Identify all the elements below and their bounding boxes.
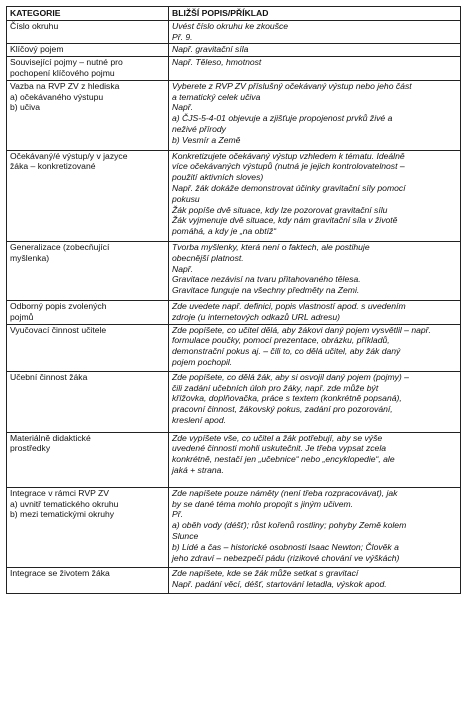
description-text: Např. Těleso, hmotnost: [172, 57, 262, 68]
table-row: [7, 80, 461, 150]
category-text: b) mezi tematickými okruhy: [10, 509, 115, 520]
description-cell: [169, 44, 461, 57]
header-category: KATEGORIE: [7, 7, 169, 21]
description-text: by se dané téma mohlo propojit s jiným učivem.: [172, 498, 354, 509]
description-text: jaká + strana.: [172, 465, 224, 476]
category-cell: [7, 432, 169, 487]
category-cell: [7, 300, 169, 324]
description-text: Žák vyjmenuje dvě situace, kdy nám gravitační síla v životě: [172, 215, 398, 226]
description-cell: [169, 324, 461, 371]
category-text: Integrace se životem žáka: [10, 568, 110, 579]
description-text: neživé přírody: [172, 123, 226, 134]
description-text: Uvést číslo okruhu ke zkoušce: [172, 20, 289, 31]
header-row: [7, 7, 461, 21]
category-cell: [7, 20, 169, 44]
header-description: BLIŽŠÍ POPIS/PŘÍKLAD: [169, 7, 461, 21]
table-row: [7, 44, 461, 57]
category-text: Klíčový pojem: [10, 44, 64, 55]
description-text: Zde popíšete, co učitel dělá, aby žákovi daný pojem vysvětlil – např.: [172, 324, 431, 335]
table-row: [7, 241, 461, 300]
description-text: pojem pochopil.: [172, 356, 233, 367]
description-text: Zde napíšete pouze náměty (není třeba rozpracovávat), jak: [172, 487, 398, 498]
description-cell: [169, 432, 461, 487]
description-text: použití aktivních sloves): [172, 172, 264, 183]
description-cell: [169, 241, 461, 300]
description-text: a) oběh vody (déšť); růst kořenů rostliny; pohyby Země kolem: [172, 520, 407, 531]
category-text: žáka – konkretizované: [10, 161, 96, 172]
description-text: pomáhá, a kdy je „na obtíž“: [172, 226, 277, 237]
description-text: Př. 9.: [172, 31, 193, 42]
category-text: Číslo okruhu: [10, 20, 59, 31]
description-text: Konkretizujete očekávaný výstup vzhledem k tématu. Ideálně: [172, 150, 405, 161]
category-cell: [7, 80, 169, 150]
category-text: Materiálně didaktické: [10, 432, 91, 443]
description-text: Zde popíšete, co dělá žák, aby si osvojil daný pojem (pojmy) –: [172, 371, 409, 382]
description-text: Př.: [172, 509, 183, 520]
description-text: Např.: [172, 263, 194, 274]
description-text: Gravitace funguje na všechny předměty na Zemi.: [172, 285, 360, 296]
description-text: Zde uvedete např. definici, popis vlastností apod. s uvedením: [172, 300, 406, 311]
category-text: Generalizace (zobecňující: [10, 241, 110, 252]
description-text: b) Lidé a čas – historické osobnosti Isaac Newton; Člověk a: [172, 541, 399, 552]
description-text: Zde napíšete, kde se žák může setkat s gravitací: [172, 568, 359, 579]
table-row: [7, 300, 461, 324]
description-text: Např. žák dokáže demonstrovat účinky gravitační síly pomocí: [172, 182, 406, 193]
description-text: Vyberete z RVP ZV příslušný očekávaný výstup nebo jeho část: [172, 80, 412, 91]
description-text: čili zadání učebních úloh pro žáky, např. zde může být: [172, 382, 379, 393]
table-row: [7, 432, 461, 487]
description-cell: [169, 300, 461, 324]
category-text: prostředky: [10, 443, 51, 454]
description-text: obecnější platnost.: [172, 252, 244, 263]
description-text: b) Vesmír a Země: [172, 134, 241, 145]
category-cell: [7, 324, 169, 371]
table-row: [7, 150, 461, 241]
category-text: Vyučovací činnost učitele: [10, 324, 107, 335]
category-cell: [7, 150, 169, 241]
description-text: Např.: [172, 102, 194, 113]
description-text: Žák popíše dvě situace, kdy lze pozorovat gravitační sílu: [172, 204, 388, 215]
category-text: Očekávaný/é výstup/y v jazyce: [10, 150, 128, 161]
category-cell: [7, 57, 169, 81]
description-text: křížovka, doplňovačka, práce s textem (konkrétně popsaná),: [172, 393, 402, 404]
table-row: [7, 487, 461, 568]
category-text: a) uvnitř tematického okruhu: [10, 498, 119, 509]
category-text: Odborný popis zvolených: [10, 300, 107, 311]
category-cell: [7, 44, 169, 57]
category-text: a) očekávaného výstupu: [10, 91, 104, 102]
table-row: [7, 20, 461, 44]
category-cell: [7, 371, 169, 432]
description-text: zdroje (u internetových odkazů URL adresu): [172, 311, 340, 322]
description-text: více očekávaných výstupů (nutná je jejich kontrolovatelnost –: [172, 161, 405, 172]
category-text: Související pojmy – nutné pro: [10, 57, 123, 68]
topic-table: [6, 6, 461, 594]
category-text: Integrace v rámci RVP ZV: [10, 487, 110, 498]
category-text: pochopení klíčového pojmu: [10, 67, 115, 78]
description-text: demonstrační pokus aj. – čili to, co dělá učitel, aby žák daný: [172, 346, 401, 357]
description-text: Např. padání věcí, déšť, startování letadla, výskok apod.: [172, 579, 387, 590]
table-row: [7, 568, 461, 594]
description-text: jeho zdraví – nebezpečí pádu (rizikové chování ve výškách): [172, 552, 400, 563]
description-text: a) ČJS-5-4-01 objevuje a zjišťuje propojenost prvků živé a: [172, 113, 393, 124]
description-text: pokusu: [172, 193, 200, 204]
category-cell: [7, 568, 169, 594]
description-text: Např. gravitační síla: [172, 44, 249, 55]
description-cell: [169, 20, 461, 44]
category-cell: [7, 241, 169, 300]
category-text: b) učiva: [10, 102, 41, 113]
description-cell: [169, 57, 461, 81]
description-text: kreslení apod.: [172, 414, 226, 425]
category-text: myšlenka): [10, 252, 50, 263]
description-cell: [169, 80, 461, 150]
category-text: pojmů: [10, 311, 34, 322]
table-row: [7, 57, 461, 81]
table-row: [7, 324, 461, 371]
category-text: Učební činnost žáka: [10, 371, 88, 382]
description-text: Gravitace nezávisí na tvaru přitahovaného tělesa.: [172, 274, 361, 285]
description-text: Tvorba myšlenky, která není o faktech, ale postihuje: [172, 241, 370, 252]
description-text: pracovní činnost, žákovský pokus, zadání pro pozorování,: [172, 404, 393, 415]
table-row: [7, 371, 461, 432]
description-cell: [169, 371, 461, 432]
category-cell: [7, 487, 169, 568]
description-cell: [169, 568, 461, 594]
description-text: uvedené činnosti mohli uskutečnit. Je třeba vypsat zcela: [172, 443, 387, 454]
category-text: Vazba na RVP ZV z hlediska: [10, 80, 120, 91]
description-cell: [169, 150, 461, 241]
description-text: konkrétně, nestačí jen „učebnice“ nebo „encyklopedie“, ale: [172, 454, 395, 465]
description-cell: [169, 487, 461, 568]
description-text: Zde vypíšete vše, co učitel a žák potřebují, aby se výše: [172, 432, 383, 443]
description-text: Slunce: [172, 531, 199, 542]
description-text: formulace poučky, pomocí prezentace, obrázku, příkladů,: [172, 335, 390, 346]
description-text: a tematický celek učiva: [172, 91, 261, 102]
